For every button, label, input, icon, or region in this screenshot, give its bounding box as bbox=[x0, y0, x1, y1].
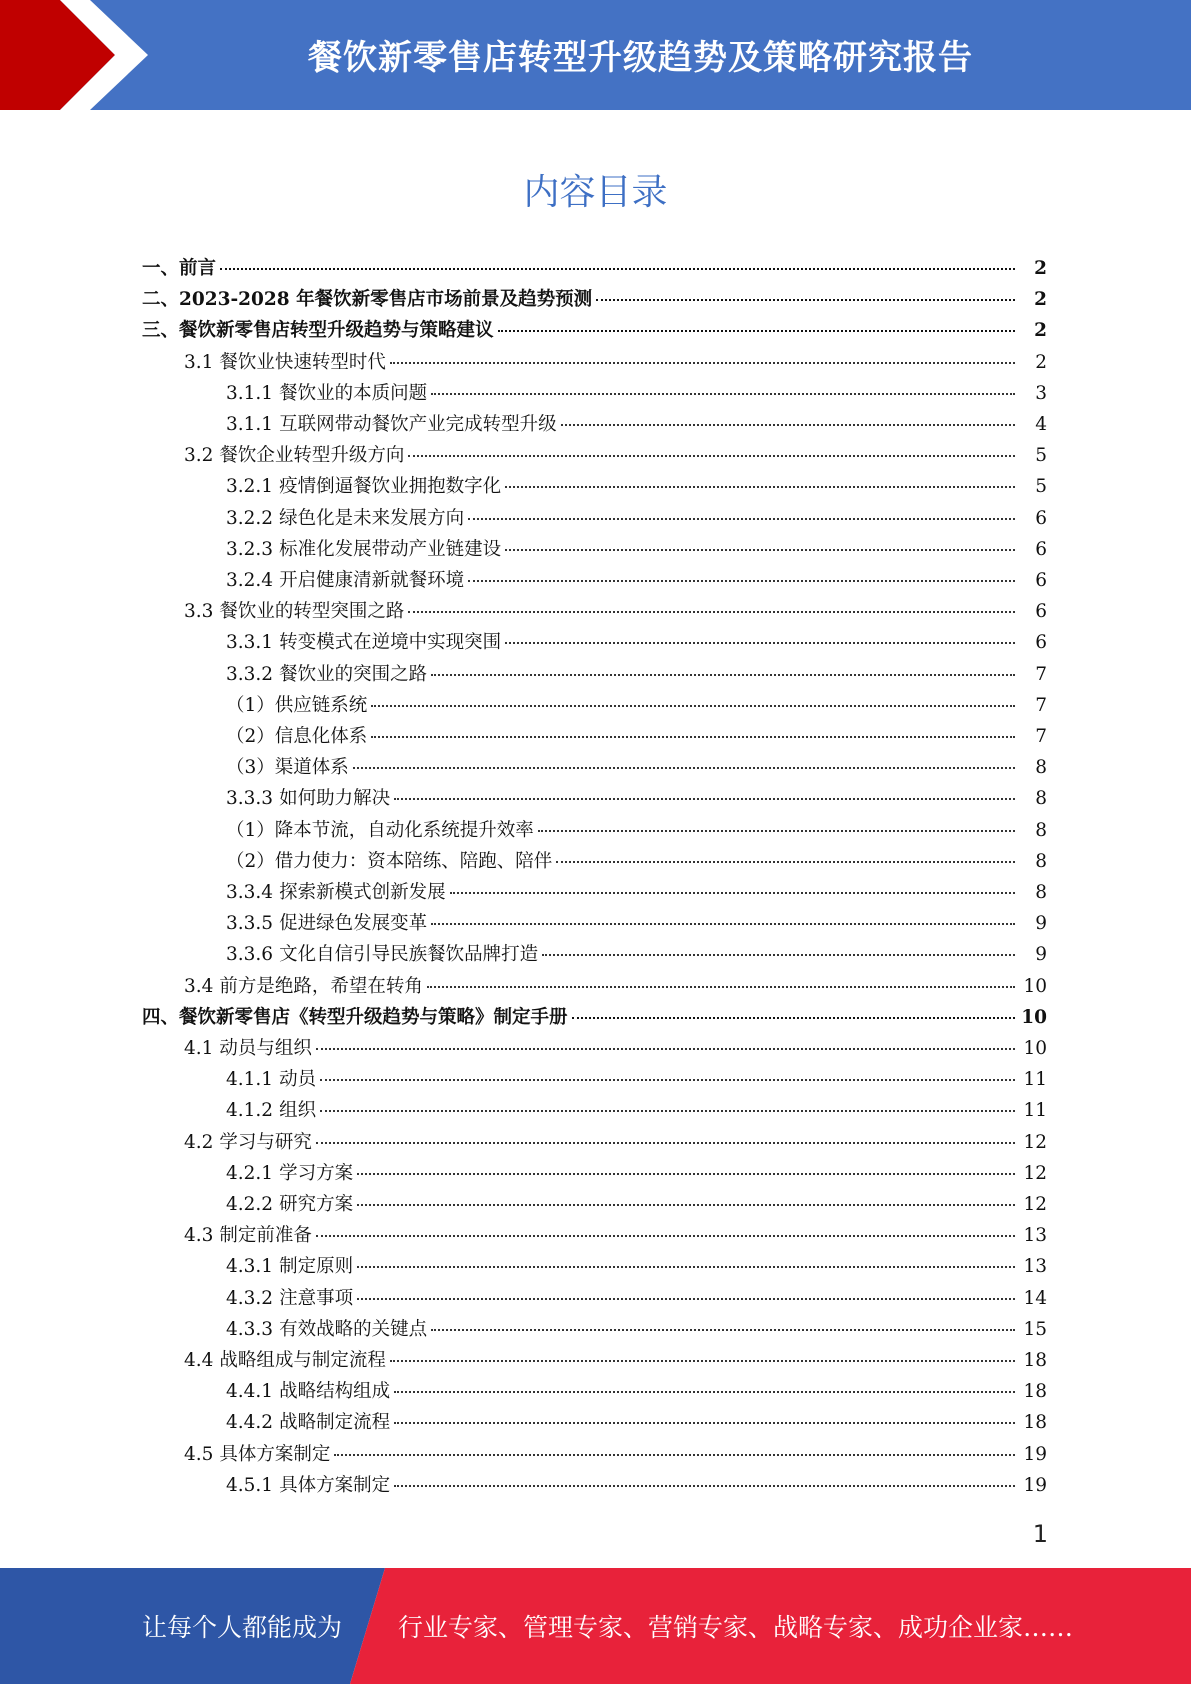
toc-entry-page: 5 bbox=[1035, 445, 1047, 467]
toc-entry-number: 3.1.1 bbox=[226, 414, 274, 435]
toc-entry[interactable] bbox=[0, 348, 1191, 379]
toc-leader-dots bbox=[408, 611, 1015, 613]
toc-entry[interactable] bbox=[0, 566, 1191, 597]
toc-entry-page: 11 bbox=[1023, 1069, 1047, 1091]
report-title: 餐饮新零售店转型升级趋势及策略研究报告 bbox=[308, 37, 973, 78]
toc-leader-dots bbox=[431, 393, 1015, 395]
toc-entry[interactable] bbox=[0, 784, 1191, 815]
toc-entry[interactable] bbox=[0, 1440, 1191, 1471]
toc-entry[interactable] bbox=[0, 504, 1191, 535]
toc-entry-label: 餐饮业快速转型时代 bbox=[219, 351, 386, 373]
toc-entry-page: 12 bbox=[1023, 1194, 1047, 1215]
toc-entry-page: 6 bbox=[1035, 601, 1047, 623]
footer-slogan-right: 行业专家、管理专家、营销专家、战略专家、成功企业家…… bbox=[398, 1613, 1074, 1642]
toc-entry-number: 4.4 bbox=[184, 1350, 214, 1371]
toc-leader-dots bbox=[316, 1235, 1015, 1237]
toc-entry[interactable] bbox=[0, 410, 1191, 441]
toc-entry[interactable] bbox=[0, 1408, 1191, 1439]
toc-leader-dots bbox=[357, 1204, 1015, 1206]
toc-entry-label: 前方是绝路，希望在转角 bbox=[219, 975, 423, 997]
toc-entry-number: 3.2.3 bbox=[226, 538, 274, 560]
toc-entry-page: 8 bbox=[1035, 850, 1047, 872]
toc-leader-dots bbox=[427, 986, 1015, 988]
toc-entry-label: 餐饮业的转型突围之路 bbox=[219, 601, 405, 623]
toc-leader-dots bbox=[394, 1485, 1015, 1487]
toc-leader-dots bbox=[505, 486, 1015, 488]
toc-entry[interactable] bbox=[0, 660, 1191, 691]
toc-leader-dots bbox=[357, 1266, 1015, 1268]
toc-entry[interactable] bbox=[0, 379, 1191, 410]
toc-title: 内容目录 bbox=[523, 172, 668, 213]
toc-entry-number: 三、餐饮新零售店转型升级趋势与策略建议 bbox=[142, 320, 494, 342]
toc-leader-dots bbox=[390, 362, 1015, 364]
toc-entry-label: 信息化体系 bbox=[274, 726, 368, 747]
toc-entry[interactable] bbox=[0, 1315, 1191, 1346]
toc-entry[interactable] bbox=[0, 1284, 1191, 1315]
toc-leader-dots bbox=[431, 1329, 1015, 1331]
toc-entry-label: 制定原则 bbox=[279, 1256, 354, 1278]
toc-entry-label: 战略制定流程 bbox=[279, 1412, 391, 1434]
toc-leader-dots bbox=[596, 299, 1015, 301]
toc-entry-page: 7 bbox=[1035, 694, 1047, 716]
toc-entry-number: 二、2023-2028 年餐饮新零售店市场前景及趋势预测 bbox=[142, 289, 593, 311]
toc-leader-dots bbox=[320, 1110, 1015, 1112]
toc-entry[interactable] bbox=[0, 316, 1191, 347]
toc-entry-number: 3.3.6 bbox=[226, 944, 274, 966]
toc-entry-number: 4.5.1 bbox=[226, 1474, 274, 1496]
toc-leader-dots bbox=[498, 330, 1015, 332]
toc-leader-dots bbox=[316, 1048, 1015, 1050]
toc-entry[interactable] bbox=[0, 1065, 1191, 1096]
toc-entry[interactable] bbox=[0, 1252, 1191, 1283]
toc-entry-number: 4.4.1 bbox=[226, 1381, 274, 1403]
toc-entry-label: 疫情倒逼餐饮业拥抱数字化 bbox=[279, 476, 502, 498]
toc-entry[interactable] bbox=[0, 472, 1191, 503]
toc-entry[interactable] bbox=[0, 1003, 1191, 1034]
toc-entry-label: 绿色化是未来发展方向 bbox=[279, 507, 465, 529]
toc-entry-page: 5 bbox=[1035, 476, 1047, 498]
toc-entry-label: 探索新模式创新发展 bbox=[279, 882, 446, 903]
toc-entry-number: 3.2.4 bbox=[226, 570, 274, 591]
toc-leader-dots bbox=[468, 518, 1015, 520]
toc-entry-page: 8 bbox=[1035, 882, 1047, 903]
toc-entry-number: 4.3 bbox=[184, 1225, 214, 1247]
toc-leader-dots bbox=[320, 1079, 1015, 1081]
toc-leader-dots bbox=[538, 830, 1015, 832]
toc-leader-dots bbox=[556, 861, 1015, 863]
toc-entry[interactable] bbox=[0, 254, 1191, 285]
toc-entry[interactable] bbox=[0, 441, 1191, 472]
toc-leader-dots bbox=[220, 268, 1015, 270]
toc-entry-page: 7 bbox=[1035, 726, 1047, 747]
toc-leader-dots bbox=[468, 580, 1015, 582]
toc-entry-label: 借力使力：资本陪练、陪跑、陪伴 bbox=[274, 850, 553, 872]
toc-entry-label: 降本节流，自动化系统提升效率 bbox=[274, 819, 534, 841]
toc-entry[interactable] bbox=[0, 878, 1191, 909]
toc-leader-dots bbox=[408, 455, 1015, 457]
toc-leader-dots bbox=[371, 705, 1015, 707]
toc-entry[interactable] bbox=[0, 1159, 1191, 1190]
toc-leader-dots bbox=[561, 424, 1015, 426]
toc-entry-number: 3.3.1 bbox=[226, 632, 274, 654]
toc-entry-page: 18 bbox=[1023, 1350, 1047, 1371]
toc-leader-dots bbox=[390, 1360, 1015, 1362]
toc-entry-page: 13 bbox=[1023, 1225, 1047, 1247]
toc-entry-number: 四、餐饮新零售店《转型升级趋势与策略》制定手册 bbox=[142, 1006, 568, 1028]
toc-entry-label: 转变模式在逆境中实现突围 bbox=[279, 632, 502, 654]
toc-entry-number: （2） bbox=[226, 850, 275, 872]
toc-leader-dots bbox=[505, 549, 1015, 551]
toc-entry-page: 8 bbox=[1035, 788, 1047, 810]
toc-entry-number: 3.4 bbox=[184, 975, 214, 997]
toc-leader-dots bbox=[542, 954, 1015, 956]
toc-entry-number: 3.3.3 bbox=[226, 788, 274, 810]
toc-entry-label: 标准化发展带动产业链建设 bbox=[279, 538, 502, 560]
toc-entry-number: 3.2.1 bbox=[226, 476, 274, 498]
toc-entry-page: 6 bbox=[1035, 632, 1047, 654]
toc-entry-number: 4.2.1 bbox=[226, 1162, 274, 1184]
toc-entry-number: 4.5 bbox=[184, 1443, 214, 1465]
toc-entry-page: 12 bbox=[1023, 1131, 1047, 1153]
toc-leader-dots bbox=[572, 1017, 1015, 1019]
toc-entry[interactable] bbox=[0, 1471, 1191, 1502]
toc-entry-page: 10 bbox=[1023, 1038, 1047, 1059]
toc-entry[interactable] bbox=[0, 691, 1191, 722]
toc-entry-page: 8 bbox=[1035, 819, 1047, 841]
toc-entry-page: 18 bbox=[1023, 1412, 1047, 1434]
toc-entry[interactable] bbox=[0, 1377, 1191, 1408]
toc-entry-label: 战略组成与制定流程 bbox=[219, 1350, 386, 1371]
toc-entry-page: 4 bbox=[1035, 414, 1047, 435]
toc-entry[interactable] bbox=[0, 972, 1191, 1003]
toc-entry[interactable] bbox=[0, 1128, 1191, 1159]
toc-leader-dots bbox=[371, 736, 1015, 738]
toc-entry[interactable] bbox=[0, 1096, 1191, 1127]
toc-entry-number: （1） bbox=[226, 819, 275, 841]
footer-slogan-left: 让每个人都能成为 bbox=[142, 1613, 343, 1642]
toc-entry-label: 具体方案制定 bbox=[279, 1474, 391, 1496]
toc-leader-dots bbox=[334, 1454, 1015, 1456]
toc-entry-label: 战略结构组成 bbox=[279, 1381, 391, 1403]
toc-entry-page: 8 bbox=[1035, 757, 1047, 779]
toc-entry[interactable] bbox=[0, 1034, 1191, 1065]
toc-entry-number: （2） bbox=[226, 726, 275, 747]
toc-entry-number: 3.1.1 bbox=[226, 382, 274, 404]
toc-entry-number: 3.2.2 bbox=[226, 507, 274, 529]
toc-entry-label: 研究方案 bbox=[279, 1194, 354, 1215]
toc-leader-dots bbox=[353, 767, 1015, 769]
toc-entry[interactable] bbox=[0, 1190, 1191, 1221]
toc-entry-page: 10 bbox=[1021, 1006, 1047, 1028]
toc-entry-number: 4.1 bbox=[184, 1038, 214, 1059]
toc-entry[interactable] bbox=[0, 628, 1191, 659]
toc-entry[interactable] bbox=[0, 753, 1191, 784]
toc-entry-number: 3.2 bbox=[184, 445, 214, 467]
toc-entry-number: 4.3.1 bbox=[226, 1256, 274, 1278]
toc-leader-dots bbox=[431, 674, 1015, 676]
toc-entry-label: 文化自信引导民族餐饮品牌打造 bbox=[279, 944, 539, 966]
toc-entry[interactable] bbox=[0, 597, 1191, 628]
toc-entry-label: 注意事项 bbox=[279, 1287, 354, 1309]
toc-entry-number: 4.4.2 bbox=[226, 1412, 274, 1434]
toc-entry-page: 12 bbox=[1023, 1162, 1047, 1184]
toc-entry-number: 4.3.2 bbox=[226, 1287, 274, 1309]
toc-entry-number: 4.2 bbox=[184, 1131, 214, 1153]
toc-entry-number: 4.1.2 bbox=[226, 1100, 274, 1122]
toc-entry-page: 7 bbox=[1035, 663, 1047, 685]
toc-entry-label: 供应链系统 bbox=[274, 694, 368, 716]
toc-entry-page: 9 bbox=[1035, 944, 1047, 966]
toc-entry-page: 14 bbox=[1023, 1287, 1047, 1309]
toc-leader-dots bbox=[357, 1298, 1015, 1300]
toc-entry[interactable] bbox=[0, 1346, 1191, 1377]
toc-leader-dots bbox=[394, 1422, 1015, 1424]
toc-entry[interactable] bbox=[0, 535, 1191, 566]
toc-entry-page: 13 bbox=[1023, 1256, 1047, 1278]
toc-leader-dots bbox=[316, 1142, 1015, 1144]
toc-entry-page: 2 bbox=[1035, 351, 1047, 373]
toc-entry-number: （3） bbox=[226, 757, 275, 779]
toc-leader-dots bbox=[450, 892, 1015, 894]
toc-entry-number: 3.3.5 bbox=[226, 913, 274, 935]
toc-entry-number: 3.3.4 bbox=[226, 882, 274, 903]
toc-entry-label: 动员 bbox=[279, 1069, 317, 1091]
header-arrow-decoration bbox=[0, 0, 220, 110]
toc-entry-page: 9 bbox=[1035, 913, 1047, 935]
toc-entry-number: 一、前言 bbox=[142, 258, 217, 279]
toc-entry-label: 动员与组织 bbox=[219, 1038, 312, 1059]
toc-entry-label: 具体方案制定 bbox=[219, 1443, 331, 1465]
toc-entry-page: 2 bbox=[1034, 320, 1047, 342]
toc-entry-page: 10 bbox=[1023, 975, 1047, 997]
toc-leader-dots bbox=[505, 642, 1015, 644]
toc-entry-label: 开启健康清新就餐环境 bbox=[279, 570, 465, 591]
toc-entry-number: 3.1 bbox=[184, 351, 214, 373]
toc-entry[interactable] bbox=[0, 285, 1191, 316]
toc-entry-number: 4.2.2 bbox=[226, 1194, 274, 1215]
toc-entry-label: 餐饮企业转型升级方向 bbox=[219, 445, 405, 467]
toc-leader-dots bbox=[394, 798, 1015, 800]
toc-entry-page: 19 bbox=[1023, 1474, 1047, 1496]
page-number: 1 bbox=[1032, 1520, 1048, 1548]
toc-entry-label: 促进绿色发展变革 bbox=[279, 913, 428, 935]
toc-entry-label: 餐饮业的本质问题 bbox=[279, 382, 428, 404]
toc-entry-page: 6 bbox=[1035, 538, 1047, 560]
toc-entry-number: 4.1.1 bbox=[226, 1069, 274, 1091]
toc-entry[interactable] bbox=[0, 1221, 1191, 1252]
toc-leader-dots bbox=[357, 1173, 1015, 1175]
toc-entry[interactable] bbox=[0, 722, 1191, 753]
toc-entry-number: （1） bbox=[226, 694, 275, 716]
toc-entry-page: 19 bbox=[1023, 1443, 1047, 1465]
toc-entry-number: 3.3 bbox=[184, 601, 214, 623]
toc-leader-dots bbox=[431, 923, 1015, 925]
toc-entry-label: 学习方案 bbox=[279, 1162, 354, 1184]
toc-entry-label: 组织 bbox=[279, 1100, 317, 1122]
toc-entry-page: 2 bbox=[1034, 289, 1047, 311]
toc-entry-page: 18 bbox=[1023, 1381, 1047, 1403]
toc-entry-label: 有效战略的关键点 bbox=[279, 1318, 428, 1340]
toc-entry-page: 6 bbox=[1035, 570, 1047, 591]
toc-entry-label: 制定前准备 bbox=[219, 1225, 312, 1247]
toc-entry-label: 餐饮业的突围之路 bbox=[279, 663, 428, 685]
footer-banner bbox=[0, 1568, 1191, 1684]
toc-entry[interactable] bbox=[0, 816, 1191, 847]
toc-entry-label: 学习与研究 bbox=[219, 1131, 312, 1153]
toc-entry-number: 4.3.3 bbox=[226, 1318, 274, 1340]
toc-entry[interactable] bbox=[0, 847, 1191, 878]
toc-entry-page: 2 bbox=[1034, 258, 1047, 279]
toc-entry-label: 如何助力解决 bbox=[279, 788, 391, 810]
toc-entry-page: 11 bbox=[1023, 1100, 1047, 1122]
toc-entry-label: 互联网带动餐饮产业完成转型升级 bbox=[279, 414, 557, 435]
toc-entry-page: 15 bbox=[1023, 1318, 1047, 1340]
toc-leader-dots bbox=[394, 1391, 1015, 1393]
toc-entry-page: 3 bbox=[1035, 382, 1047, 404]
toc-entry[interactable] bbox=[0, 940, 1191, 971]
toc-entry-label: 渠道体系 bbox=[274, 757, 349, 779]
toc-entry-page: 6 bbox=[1035, 507, 1047, 529]
toc-entry[interactable] bbox=[0, 909, 1191, 940]
toc-entry-number: 3.3.2 bbox=[226, 663, 274, 685]
